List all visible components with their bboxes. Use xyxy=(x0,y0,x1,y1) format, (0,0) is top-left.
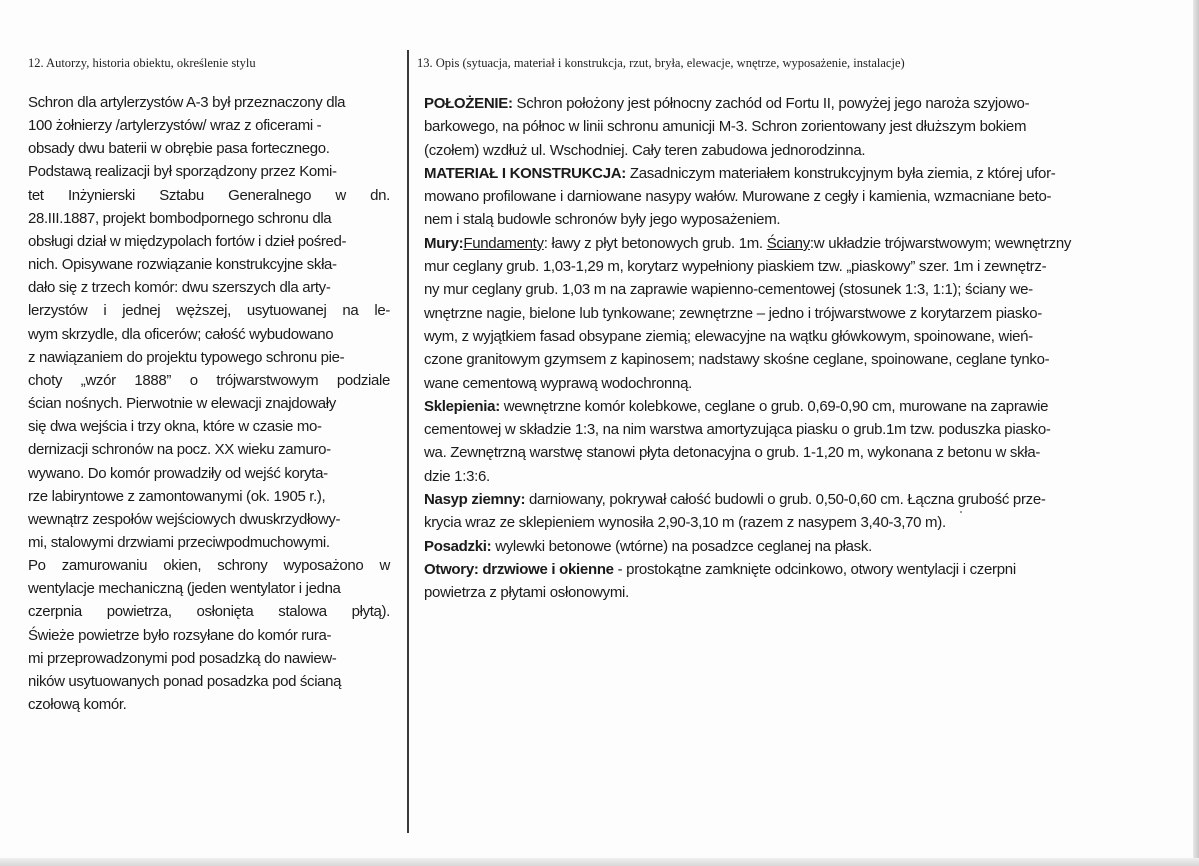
description-line xyxy=(424,185,1176,208)
history-line: obsady dwu baterii w obrębie pasa fortecznego. xyxy=(28,140,330,158)
description-text: :w układzie trójwarstwowym; wewnętrzny xyxy=(809,234,1072,252)
description-text: wa. Zewnętrzną warstwę stanowi płyta detonacyjna o grub. 1-1,20 m, wykonana z betonu w skła- xyxy=(424,444,1041,462)
description-text: mur ceglany grub. 1,03-1,29 m, korytarz wypełniony piaskiem tzw. „piaskowy” szer. 1m i zewnętrz- xyxy=(424,258,1047,276)
description-line xyxy=(424,395,1176,418)
description-text: dzie 1:3:6. xyxy=(424,467,490,485)
description-text: (czołem) wzdłuż ul. Wschodniej. Cały teren zabudowa jednorodzinna. xyxy=(424,141,866,159)
description-text: mowano profilowane i darniowane nasypy wałów. Murowane z cegły i kamienia, wzmacniane beto- xyxy=(424,188,1052,206)
history-line: 28.III.1887, projekt bombodpornego schronu dla xyxy=(28,209,332,227)
description-line xyxy=(424,418,1176,441)
page-edge-shadow-bottom xyxy=(0,858,1199,866)
description-line xyxy=(424,92,1176,115)
history-line: nich. Opisywane rozwiązanie konstrukcyjne skła- xyxy=(28,256,337,274)
description-text: : ławy z płyt betonowych grub. 1m. xyxy=(543,234,767,252)
section-label: Posadzki: xyxy=(424,537,492,555)
section-label: POŁOŻENIE: xyxy=(424,95,513,112)
section-label: Otwory: drzwiowe i okienne xyxy=(424,560,614,578)
section-12-header: 12. Autorzy, historia obiektu, określenie stylu xyxy=(28,56,256,70)
description-line xyxy=(424,348,1176,371)
description-line xyxy=(424,302,1176,325)
description-text: - prostokątne zamknięte odcinkowo, otwory wentylacji i czerpni xyxy=(613,560,1016,578)
description-line xyxy=(424,115,1176,138)
underlined-term: Ściany xyxy=(766,234,810,252)
description-line xyxy=(424,162,1176,185)
description-line xyxy=(424,558,1176,581)
section-label: Mury: xyxy=(424,234,464,252)
history-line: mi przeprowadzonymi pod posadzką do nawiew- xyxy=(28,649,337,667)
history-line: z nawiązaniem do projektu typowego schronu pie- xyxy=(28,348,345,366)
description-text-column xyxy=(424,92,1176,605)
description-line xyxy=(424,372,1176,395)
history-line: wewnątrz zespołów wejściowych dwuskrzydłowy- xyxy=(28,510,341,528)
history-line: lerzystów i jednej węższej, usytuowanej na le- xyxy=(28,302,390,320)
column-divider xyxy=(407,50,409,833)
description-line xyxy=(424,581,1176,604)
description-text: wnętrzne nagie, bielone lub tynkowane; zewnętrzne – jedno i trójwarstwowe z korytarzem piasko- xyxy=(424,304,1042,322)
description-text: powietrza z płytami osłonowymi. xyxy=(424,584,629,602)
description-text: krycia wraz ze sklepieniem wynosiła 2,90-3,10 m (razem z nasypem 3,40-3,70 m). xyxy=(424,514,946,532)
description-line xyxy=(424,535,1176,558)
history-line: rze labiryntowe z zamontowanymi (ok. 1905 r.), xyxy=(28,487,326,505)
section-13-header: 13. Opis (sytuacja, materiał i konstrukcja, rzut, bryła, elewacje, wnętrze, wyposażenie, instalacje) xyxy=(417,56,905,70)
description-text: darniowany, pokrywał całość budowli o grub. 0,50-0,60 cm. Łączna grubość prze- xyxy=(525,491,1046,509)
description-line xyxy=(424,465,1176,488)
history-line: choty „wzór 1888” o trójwarstwowym podziale xyxy=(28,371,390,389)
description-line xyxy=(424,139,1176,162)
history-line: dało się z trzech komór: dwu szerszych dla arty- xyxy=(28,279,331,297)
description-line xyxy=(424,325,1176,348)
history-line: Świeże powietrze było rozsyłane do komór rura- xyxy=(28,626,332,644)
description-text: nem i stalą budowle schronów były jego wyposażeniem. xyxy=(424,211,781,229)
history-text-column xyxy=(28,91,390,716)
description-line xyxy=(424,511,1176,534)
description-text: cementowej w składzie 1:3, na nim warstwa amortyzująca piasku o grub.1m tzw. poduszka piasko- xyxy=(424,421,1051,439)
history-line: się dwa wejścia i trzy okna, które w czasie mo- xyxy=(28,418,322,436)
description-text: barkowego, na północ w linii schronu amunicji M-3. Schron zorientowany jest dłuższym bokiem xyxy=(424,118,1027,136)
history-line: czołową komór. xyxy=(28,696,127,714)
history-line: obsługi dział w międzypolach fortów i dzieł pośred- xyxy=(28,232,347,250)
history-line: Podstawą realizacji był sporządzony przez Komi- xyxy=(28,163,337,181)
history-line: wym skrzydle, dla oficerów; całość wybudowano xyxy=(28,325,334,343)
description-line xyxy=(424,208,1176,231)
description-line xyxy=(424,278,1176,301)
history-line: dernizacji schronów na pocz. XX wieku zamuro- xyxy=(28,441,331,459)
section-label: Nasyp ziemny: xyxy=(424,491,526,509)
history-line: wentylacje mechaniczną (jeden wentylator i jedna xyxy=(28,580,341,598)
history-line: czerpnia powietrza, osłonięta stalowa płytą). xyxy=(28,603,390,621)
description-text: Schron położony jest północny zachód od Fortu II, powyżej jego naroża szyjowo- xyxy=(512,95,1030,112)
history-line: ścian nośnych. Pierwotnie w elewacji znajdowały xyxy=(28,395,336,413)
history-line: 100 żołnierzy /artylerzystów/ wraz z oficerami - xyxy=(28,117,322,135)
history-line: ników usytuowanych ponad posadzka pod ścianą xyxy=(28,672,342,690)
section-label: MATERIAŁ I KONSTRUKCJA: xyxy=(424,164,626,182)
description-text: wylewki betonowe (wtórne) na posadzce ceglanej na płask. xyxy=(491,537,872,555)
history-line: mi, stalowymi drzwiami przeciwpodmuchowymi. xyxy=(28,533,330,551)
history-line: wywano. Do komór prowadziły od wejść koryta- xyxy=(28,464,328,482)
description-text: wewnętrzne komór kolebkowe, ceglane o grub. 0,69-0,90 cm, murowane na zaprawie xyxy=(499,397,1049,415)
underlined-term: Fundamenty xyxy=(463,234,544,252)
description-text: wym, z wyjątkiem fasad obsypane ziemią; elewacyjne na wątku główkowym, spoinowane, wień- xyxy=(424,327,1033,345)
description-text: czone granitowym gzymsem z kapinosem; nadstawy skośne ceglane, spoinowane, ceglane tynko- xyxy=(424,351,1050,369)
scan-speck xyxy=(960,511,962,513)
page-edge-shadow-right xyxy=(1193,0,1199,866)
history-line: Schron dla artylerzystów A-3 był przeznaczony dla xyxy=(28,94,346,111)
history-line: Po zamurowaniu okien, schrony wyposażono w xyxy=(28,557,390,575)
description-text: wane cementową wyprawą wodochronną. xyxy=(424,374,692,392)
description-line xyxy=(424,441,1176,464)
description-text: ny mur ceglany grub. 1,03 m na zaprawie wapienno-cementowej (stosunek 1:3, 1:1); ściany we- xyxy=(424,281,1033,299)
description-line xyxy=(424,232,1176,255)
description-text: Zasadniczym materiałem konstrukcyjnym była ziemia, z której ufor- xyxy=(625,164,1056,182)
section-label: Sklepienia: xyxy=(424,397,500,415)
history-line: tet Inżynierski Sztabu Generalnego w dn. xyxy=(28,186,390,204)
description-line xyxy=(424,255,1176,278)
description-line xyxy=(424,488,1176,511)
